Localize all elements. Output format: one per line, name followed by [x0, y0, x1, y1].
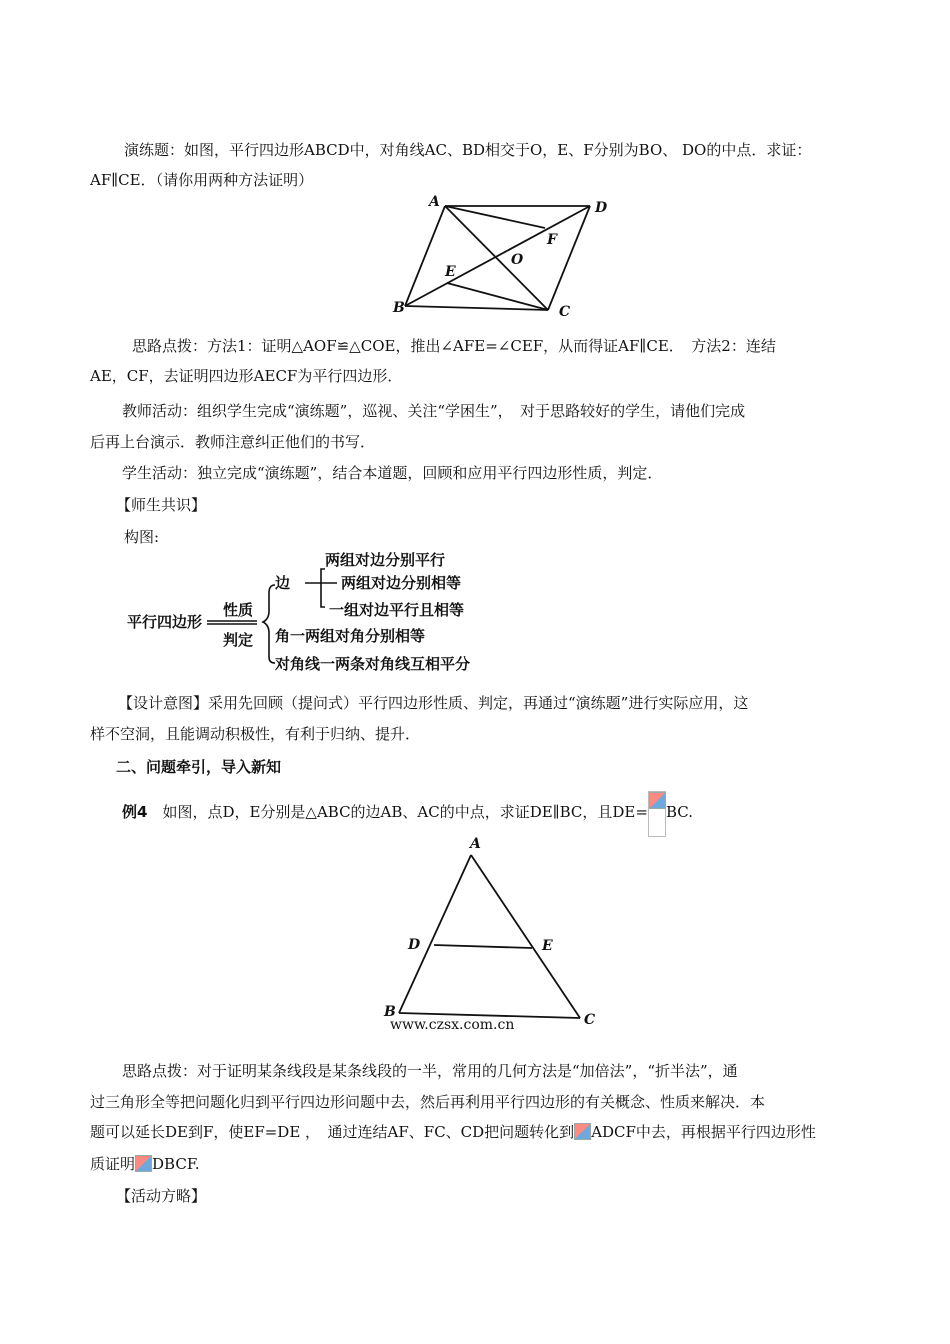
label-E: E	[445, 264, 456, 280]
exercise-line-2: AF∥CE．（请你用两种方法证明）	[90, 171, 314, 189]
example-label: 例4	[122, 803, 148, 821]
concept-tree	[125, 545, 515, 675]
activity-heading: 【活动方略】	[116, 1187, 207, 1205]
section-heading: 二、问题牵引，导入新知	[116, 758, 282, 776]
example-4	[122, 791, 892, 837]
edge-cb	[405, 306, 548, 310]
parallelogram-figure	[385, 192, 615, 322]
midline-de	[434, 945, 532, 948]
label-A: A	[470, 836, 481, 852]
label-C: C	[584, 1012, 596, 1028]
hint2-line-2: 过三角形全等把问题化归到平行四边形问题中去，然后再利用平行四边形的有关概念、性质来解决．本	[90, 1093, 766, 1111]
hint-line-2: AE，CF，去证明四边形AECF为平行四边形．	[90, 367, 403, 385]
hint2-line-3	[90, 1122, 860, 1142]
teacher-line-2: 后再上台演示．教师注意纠正他们的书写．	[90, 433, 376, 451]
segment-af	[445, 206, 545, 228]
hint-line-1: 思路点拨：方法1：证明△AOF≌△COE，推出∠AFE=∠CEF，从而得证AF∥CE． 方法2：连结	[132, 337, 776, 355]
hint2-line-4	[90, 1154, 860, 1174]
label-B: B	[393, 300, 405, 316]
design-line-1: 【设计意图】采用先回顾（提问式）平行四边形性质、判定，再通过“演练题”进行实际应用，这	[118, 694, 749, 712]
hint2-line-3a: 题可以延长DE到F，使EF=DE ， 通过连结AF、FC、CD把问题转化到	[90, 1123, 575, 1141]
tree-side-2: 两组对边分别相等	[341, 574, 462, 592]
label-O: O	[511, 252, 524, 268]
example-text: 如图，点D，E分别是△ABC的边AB、AC的中点，求证DE∥BC，且DE=	[147, 803, 648, 821]
edge-ab	[399, 855, 471, 1013]
triangle-figure	[370, 832, 610, 1032]
teacher-line-1: 教师活动：组织学生完成“演练题”，巡视、关注“学困生”， 对于思路较好的学生，请他们完成	[122, 402, 746, 420]
tree-criteria: 判定	[223, 631, 254, 649]
tree-diagonals: 对角线一两条对角线互相平分	[275, 655, 471, 673]
hint2-line-4b: DBCF.	[152, 1155, 200, 1173]
fraction-image	[648, 791, 666, 837]
watermark: www.czsx.com.cn	[390, 1017, 515, 1032]
student-line: 学生活动：独立完成“演练题”，结合本道题，回顾和应用平行四边形性质，判定．	[122, 464, 663, 482]
design-line-2: 样不空洞，且能调动积极性，有利于归纳、提升．	[90, 725, 421, 743]
segment-ce	[447, 283, 548, 310]
label-C: C	[559, 304, 571, 320]
label-E: E	[542, 938, 553, 954]
label-B: B	[384, 1004, 396, 1020]
diagonal-bd	[405, 206, 590, 306]
label-F: F	[547, 232, 557, 248]
edge-ac	[471, 855, 580, 1018]
consensus-heading: 【师生共识】	[116, 496, 207, 514]
tree-side-1: 两组对边分别平行	[325, 551, 446, 569]
diagonal-ac	[445, 206, 548, 310]
tree-root: 平行四边形	[127, 613, 203, 631]
hint2-line-3b: ADCF中去，再根据平行四边形性	[591, 1123, 816, 1141]
example-tail: BC.	[665, 803, 693, 821]
parallelogram-symbol-icon	[574, 1123, 591, 1140]
hint2-line-1: 思路点拨：对于证明某条线段是某条线段的一半，常用的几何方法是“加倍法”，“折半法”，通	[122, 1062, 738, 1080]
exercise-line-1: 演练题：如图，平行四边形ABCD中，对角线AC、BD相交于O，E、F分别为BO、 DO的中点．求证：	[124, 141, 812, 159]
label-D: D	[408, 937, 421, 953]
edge-dc	[548, 206, 590, 310]
parallelogram-symbol-icon	[135, 1155, 152, 1172]
broken-image-icon	[649, 792, 666, 809]
label-D: D	[595, 200, 608, 216]
construction-label: 构图:	[124, 528, 160, 546]
label-A: A	[429, 194, 440, 210]
hint2-line-4a: 质证明	[90, 1155, 136, 1173]
tree-sides: 边	[275, 574, 291, 592]
tree-angles: 角一两组对角分别相等	[275, 627, 426, 645]
tree-properties: 性质	[223, 601, 254, 619]
edge-ba	[405, 206, 445, 306]
tree-side-3: 一组对边平行且相等	[329, 601, 465, 619]
